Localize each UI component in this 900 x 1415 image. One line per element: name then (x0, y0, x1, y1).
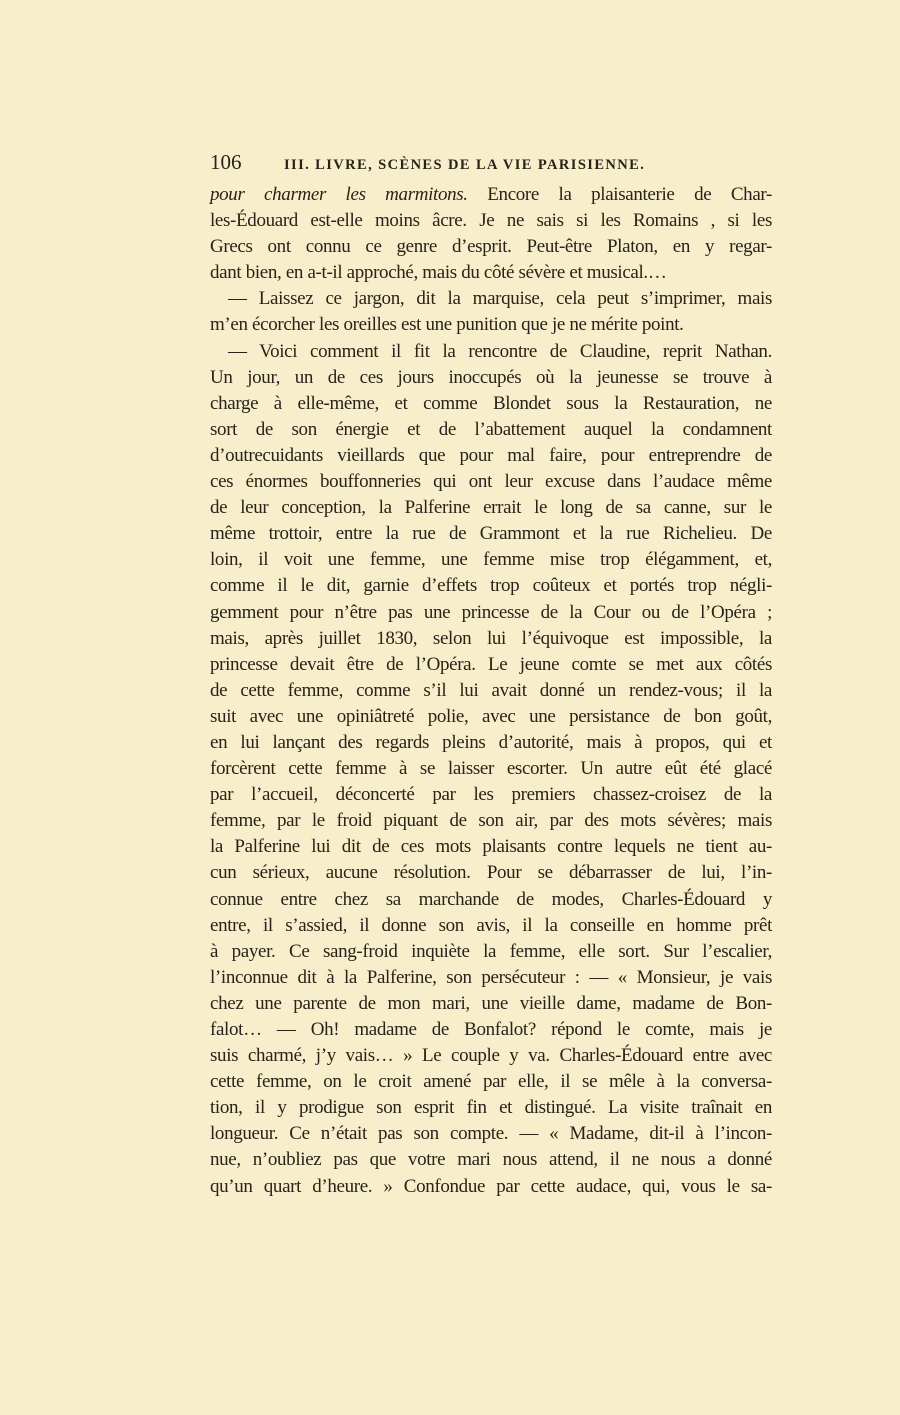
line-text: de cette femme, comme s’il lui avait donné un rendez-vous; il la (210, 679, 772, 701)
text-line (210, 756, 772, 782)
line-text: tion, il y prodigue son esprit fin et distingué. La visite traînait en (210, 1097, 772, 1119)
body-text (210, 182, 772, 1200)
text-line (210, 626, 772, 652)
line-text: entre, il s’assied, il donne son avis, il la conseille en homme prêt (210, 914, 772, 936)
line-text: mais, après juillet 1830, selon lui l’équivoque est impossible, la (210, 627, 772, 649)
line-text: sort de son énergie et de l’abattement auquel la condamnent (210, 418, 772, 440)
line-text: suis charmé, j’y vais… » Le couple y va. Charles-Édouard entre avec (210, 1045, 772, 1067)
line-text: l’inconnue dit à la Palferine, son persécuteur : — « Monsieur, je vais (210, 966, 772, 988)
italic-text: pour charmer les marmitons. (210, 184, 468, 205)
text-line (210, 1095, 772, 1121)
text-line (210, 1121, 772, 1147)
line-text: longueur. Ce n’était pas son compte. — « Madame, dit-il à l’incon- (210, 1123, 772, 1145)
text-line (210, 573, 772, 599)
line-text: suit avec une opiniâtreté polie, avec une persistance de bon goût, (210, 705, 772, 727)
line-text: Grecs ont connu ce genre d’esprit. Peut-être Platon, en y regar- (210, 236, 772, 258)
text-line (210, 704, 772, 730)
running-header (210, 150, 772, 182)
text-line (210, 182, 772, 208)
line-text: même trottoir, entre la rue de Grammont et la rue Richelieu. De (210, 523, 772, 545)
text-line (210, 730, 772, 756)
line-text: gemment pour n’être pas une princesse de la Cour ou de l’Opéra ; (210, 601, 772, 623)
text-line (210, 808, 772, 834)
text-line (210, 365, 772, 391)
text-line (210, 391, 772, 417)
text-line (210, 417, 772, 443)
line-text: cun sérieux, aucune résolution. Pour se débarrasser de lui, l’in- (210, 862, 772, 884)
text-line (210, 965, 772, 991)
line-text: en lui lançant des regards pleins d’autorité, mais à propos, qui et (210, 731, 772, 753)
text-line (210, 887, 772, 913)
text-line (210, 834, 772, 860)
text-line (210, 913, 772, 939)
line-text: femme, par le froid piquant de son air, par des mots sévères; mais (210, 810, 772, 832)
text-line (210, 1147, 772, 1173)
line-text: par l’accueil, déconcerté par les premiers chassez-croisez de la (210, 784, 772, 806)
line-text: comme il le dit, garnie d’effets trop coûteux et portés trop négli- (210, 575, 772, 597)
line-text: charge à elle-même, et comme Blondet sous la Restauration, ne (210, 392, 772, 414)
text-line (210, 260, 772, 286)
line-text: à payer. Ce sang-froid inquiète la femme, elle sort. Sur l’escalier, (210, 940, 772, 962)
text-line (210, 991, 772, 1017)
text-line (210, 1017, 772, 1043)
line-text: Encore la plaisanterie de Char- (467, 184, 772, 205)
text-line (210, 443, 772, 469)
text-line (210, 312, 772, 338)
text-line (210, 234, 772, 260)
line-text: cette femme, on le croit amené par elle, il se mêle à la conversa- (210, 1071, 772, 1093)
line-text: — Laissez ce jargon, dit la marquise, cela peut s’imprimer, mais (228, 288, 772, 310)
text-line (210, 782, 772, 808)
text-line (210, 208, 772, 234)
line-text: loin, il voit une femme, une femme mise trop élégamment, et, (210, 549, 772, 571)
text-line (210, 860, 772, 886)
book-page (210, 150, 772, 1200)
running-title: III. LIVRE, SCÈNES DE LA VIE PARISIENNE. (284, 157, 646, 173)
text-line (210, 939, 772, 965)
line-text: la Palferine lui dit de ces mots plaisants contre lequels ne tient au- (210, 836, 772, 858)
line-text: princesse devait être de l’Opéra. Le jeune comte se met aux côtés (210, 653, 772, 675)
text-line (210, 678, 772, 704)
text-line (210, 1069, 772, 1095)
line-text: les-Édouard est-elle moins âcre. Je ne sais si les Romains , si les (210, 210, 772, 232)
text-line (210, 339, 772, 365)
line-text: — Voici comment il fit la rencontre de Claudine, reprit Nathan. (228, 340, 772, 362)
line-text: nue, n’oubliez pas que votre mari nous attend, il ne nous a donné (210, 1149, 772, 1171)
line-text: qu’un quart d’heure. » Confondue par cette audace, qui, vous le sa- (210, 1175, 772, 1197)
text-line (210, 495, 772, 521)
text-line (210, 600, 772, 626)
line-text: Un jour, un de ces jours inoccupés où la jeunesse se trouve à (210, 366, 772, 388)
text-line (210, 547, 772, 573)
text-line (210, 469, 772, 495)
line-text: falot… — Oh! madame de Bonfalot? répond le comte, mais je (210, 1019, 772, 1040)
line-text: d’outrecuidants vieillards que pour mal faire, pour entreprendre de (210, 444, 772, 466)
line-text: dant bien, en a-t-il approché, mais du côté sévère et musical.… (210, 262, 667, 284)
line-text: chez une parente de mon mari, une vieille dame, madame de Bon- (210, 992, 772, 1014)
line-text: connue entre chez sa marchande de modes, Charles-Édouard y (210, 888, 772, 910)
text-line (210, 521, 772, 547)
text-line (210, 286, 772, 312)
page-number: 106 (210, 150, 242, 174)
text-line (210, 652, 772, 678)
line-text: de leur conception, la Palferine errait le long de sa canne, sur le (210, 497, 772, 519)
text-line (210, 1043, 772, 1069)
line-text: ces énormes bouffonneries qui ont leur excuse dans l’audace même (210, 471, 772, 493)
line-text: m’en écorcher les oreilles est une punition que je ne mérite point. (210, 314, 684, 336)
text-line (210, 1174, 772, 1200)
line-text: forcèrent cette femme à se laisser escorter. Un autre eût été glacé (210, 758, 772, 780)
